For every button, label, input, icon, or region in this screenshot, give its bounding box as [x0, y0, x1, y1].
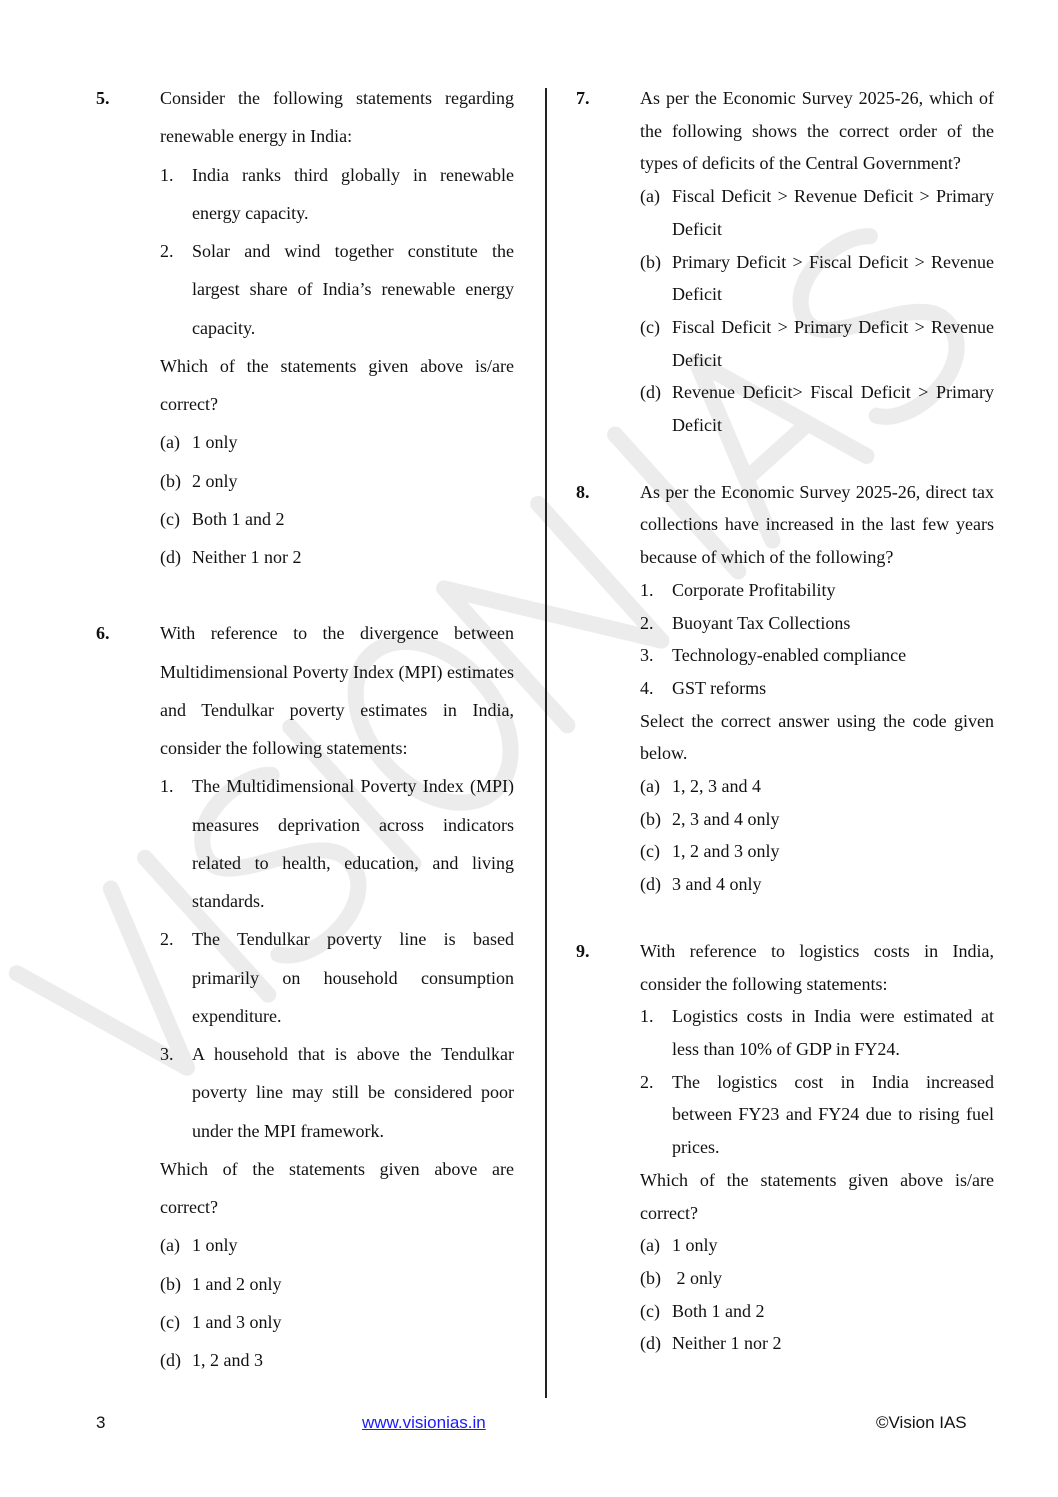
option-b[interactable]	[160, 462, 514, 500]
option-text: 2 only	[192, 470, 238, 491]
option-c[interactable]	[640, 311, 994, 376]
question-stem: Consider the following statements regarding renewable energy in India:	[160, 88, 514, 147]
question-prompt: Which of the statements given above is/are correct?	[160, 355, 514, 414]
option-b[interactable]	[640, 1262, 994, 1295]
option-text: 2, 3 and 4 only	[672, 808, 780, 829]
question-8	[576, 476, 994, 901]
statement-label: 2.	[160, 241, 174, 261]
statement-text: The logistics cost in India increased between FY23 and FY24 due to rising fuel prices.	[672, 1071, 994, 1158]
option-text: 1 and 3 only	[192, 1311, 282, 1332]
option-text: Fiscal Deficit > Revenue Deficit > Primary Deficit	[672, 186, 994, 239]
statement	[160, 767, 514, 920]
option-label: (b)	[640, 808, 661, 829]
statement-text: Buoyant Tax Collections	[672, 612, 851, 633]
option-text: 1 only	[192, 432, 238, 453]
question-number: 7.	[576, 88, 590, 108]
question-stem: As per the Economic Survey 2025-26, which of the following shows the correct order of the types of deficits of the Central Government?	[640, 88, 994, 174]
option-c[interactable]	[160, 500, 514, 538]
option-c[interactable]	[640, 835, 994, 868]
option-label: (d)	[160, 547, 181, 567]
statement-label: 1.	[640, 1006, 654, 1027]
option-text: 1, 2 and 3 only	[672, 841, 780, 862]
left-column	[96, 79, 514, 1379]
question-number: 6.	[96, 623, 110, 644]
statement-label: 1.	[160, 164, 174, 185]
statement	[160, 232, 514, 347]
option-d[interactable]	[160, 538, 514, 576]
question-number: 9.	[576, 940, 590, 961]
option-label: (a)	[160, 432, 180, 453]
option-b[interactable]	[640, 803, 994, 836]
copyright: ©Vision IAS	[876, 1413, 967, 1432]
statement-text: Logistics costs in India were estimated at less than 10% of GDP in FY24.	[672, 1006, 994, 1059]
option-label: (b)	[640, 251, 661, 272]
option-a[interactable]	[160, 423, 514, 461]
statement	[640, 1000, 994, 1065]
option-a[interactable]	[640, 180, 994, 245]
column-divider	[545, 88, 547, 1398]
option-d[interactable]	[640, 868, 994, 901]
question-7	[576, 82, 994, 442]
question-prompt: Select the correct answer using the code given below.	[640, 710, 994, 764]
question-number: 8.	[576, 481, 590, 502]
statement	[640, 672, 994, 705]
statement-label: 1.	[160, 776, 174, 797]
statement	[160, 156, 514, 233]
question-prompt: Which of the statements given above is/are correct?	[640, 1169, 994, 1223]
statement-label: 3.	[160, 1044, 174, 1064]
statement-text: The Multidimensional Poverty Index (MPI) measures deprivation across indicators related to health, education, and living standards.	[192, 776, 514, 911]
option-label: (a)	[640, 1235, 660, 1256]
option-text: 1, 2, 3 and 4	[672, 776, 761, 797]
question-stem: With reference to logistics costs in India, consider the following statements:	[640, 940, 994, 994]
option-label: (b)	[160, 470, 181, 491]
option-d[interactable]	[160, 1341, 514, 1379]
option-label: (c)	[160, 1311, 180, 1332]
question-5	[96, 79, 514, 576]
statement-text: Technology-enabled compliance	[672, 645, 907, 666]
option-a[interactable]	[160, 1226, 514, 1264]
statement-text: GST reforms	[672, 677, 767, 698]
statement-label: 1.	[640, 579, 654, 600]
option-text: Neither 1 nor 2	[192, 547, 302, 567]
question-9	[576, 935, 994, 1360]
option-a[interactable]	[640, 770, 994, 803]
option-label: (a)	[640, 186, 660, 207]
statement-text: India ranks third globally in renewable energy capacity.	[192, 164, 514, 223]
option-text: 2 only	[672, 1267, 723, 1288]
statement-text: The Tendulkar poverty line is based primarily on household consumption expenditure.	[192, 929, 514, 1026]
option-text: Neither 1 nor 2	[672, 1333, 782, 1354]
statement	[160, 1035, 514, 1150]
option-text: 1 and 2 only	[192, 1273, 282, 1294]
statement-label: 2.	[640, 612, 654, 633]
option-label: (c)	[640, 1300, 660, 1321]
option-label: (c)	[640, 841, 660, 862]
option-a[interactable]	[640, 1229, 994, 1262]
option-text: 1 only	[672, 1235, 718, 1256]
option-label: (c)	[640, 316, 660, 337]
option-c[interactable]	[640, 1295, 994, 1328]
option-b[interactable]	[160, 1265, 514, 1303]
statement-label: 3.	[640, 645, 654, 666]
option-d[interactable]	[640, 1327, 994, 1360]
statement	[640, 1066, 994, 1164]
option-text: 3 and 4 only	[672, 874, 762, 895]
statement	[640, 607, 994, 640]
statement-text: A household that is above the Tendulkar poverty line may still be considered poor under the MPI framework.	[192, 1044, 514, 1141]
question-stem: With reference to the divergence between Multidimensional Poverty Index (MPI) estimates and Tendulkar poverty estimates in India, consider the following statements:	[160, 623, 514, 758]
statement-label: 2.	[160, 929, 174, 950]
option-text: Both 1 and 2	[192, 508, 285, 529]
right-column	[576, 82, 994, 1360]
page-number: 3	[96, 1413, 106, 1432]
option-text: Revenue Deficit> Fiscal Deficit > Primary Deficit	[672, 382, 994, 436]
option-d[interactable]	[640, 376, 994, 441]
option-label: (a)	[640, 776, 660, 797]
question-stem: As per the Economic Survey 2025-26, direct tax collections have increased in the last few years because of which of the following?	[640, 481, 994, 568]
option-label: (b)	[160, 1273, 181, 1294]
option-text: 1 only	[192, 1235, 238, 1256]
question-number: 5.	[96, 88, 110, 108]
option-label: (c)	[160, 508, 180, 529]
option-b[interactable]	[640, 246, 994, 311]
statement-label: 2.	[640, 1071, 654, 1092]
statement-text: Corporate Profitability	[672, 579, 836, 600]
option-c[interactable]	[160, 1303, 514, 1341]
statement-text: Solar and wind together constitute the largest share of India’s renewable energy capacity.	[192, 241, 514, 338]
question-prompt: Which of the statements given above are correct?	[160, 1158, 514, 1217]
option-text: Primary Deficit > Fiscal Deficit > Revenue Deficit	[672, 251, 994, 305]
option-label: (d)	[160, 1350, 181, 1370]
option-label: (a)	[160, 1235, 180, 1256]
statement	[640, 574, 994, 607]
statement	[160, 920, 514, 1035]
statement	[640, 639, 994, 672]
option-text: 1, 2 and 3	[192, 1350, 263, 1370]
option-label: (b)	[640, 1267, 661, 1288]
statement-label: 4.	[640, 677, 654, 698]
option-label: (d)	[640, 874, 661, 895]
option-label: (d)	[640, 1333, 661, 1354]
option-text: Both 1 and 2	[672, 1300, 765, 1321]
option-text: Fiscal Deficit > Primary Deficit > Revenue Deficit	[672, 316, 994, 370]
website-link[interactable]: www.visionias.in	[362, 1413, 486, 1432]
question-6	[96, 614, 514, 1379]
option-label: (d)	[640, 382, 661, 403]
